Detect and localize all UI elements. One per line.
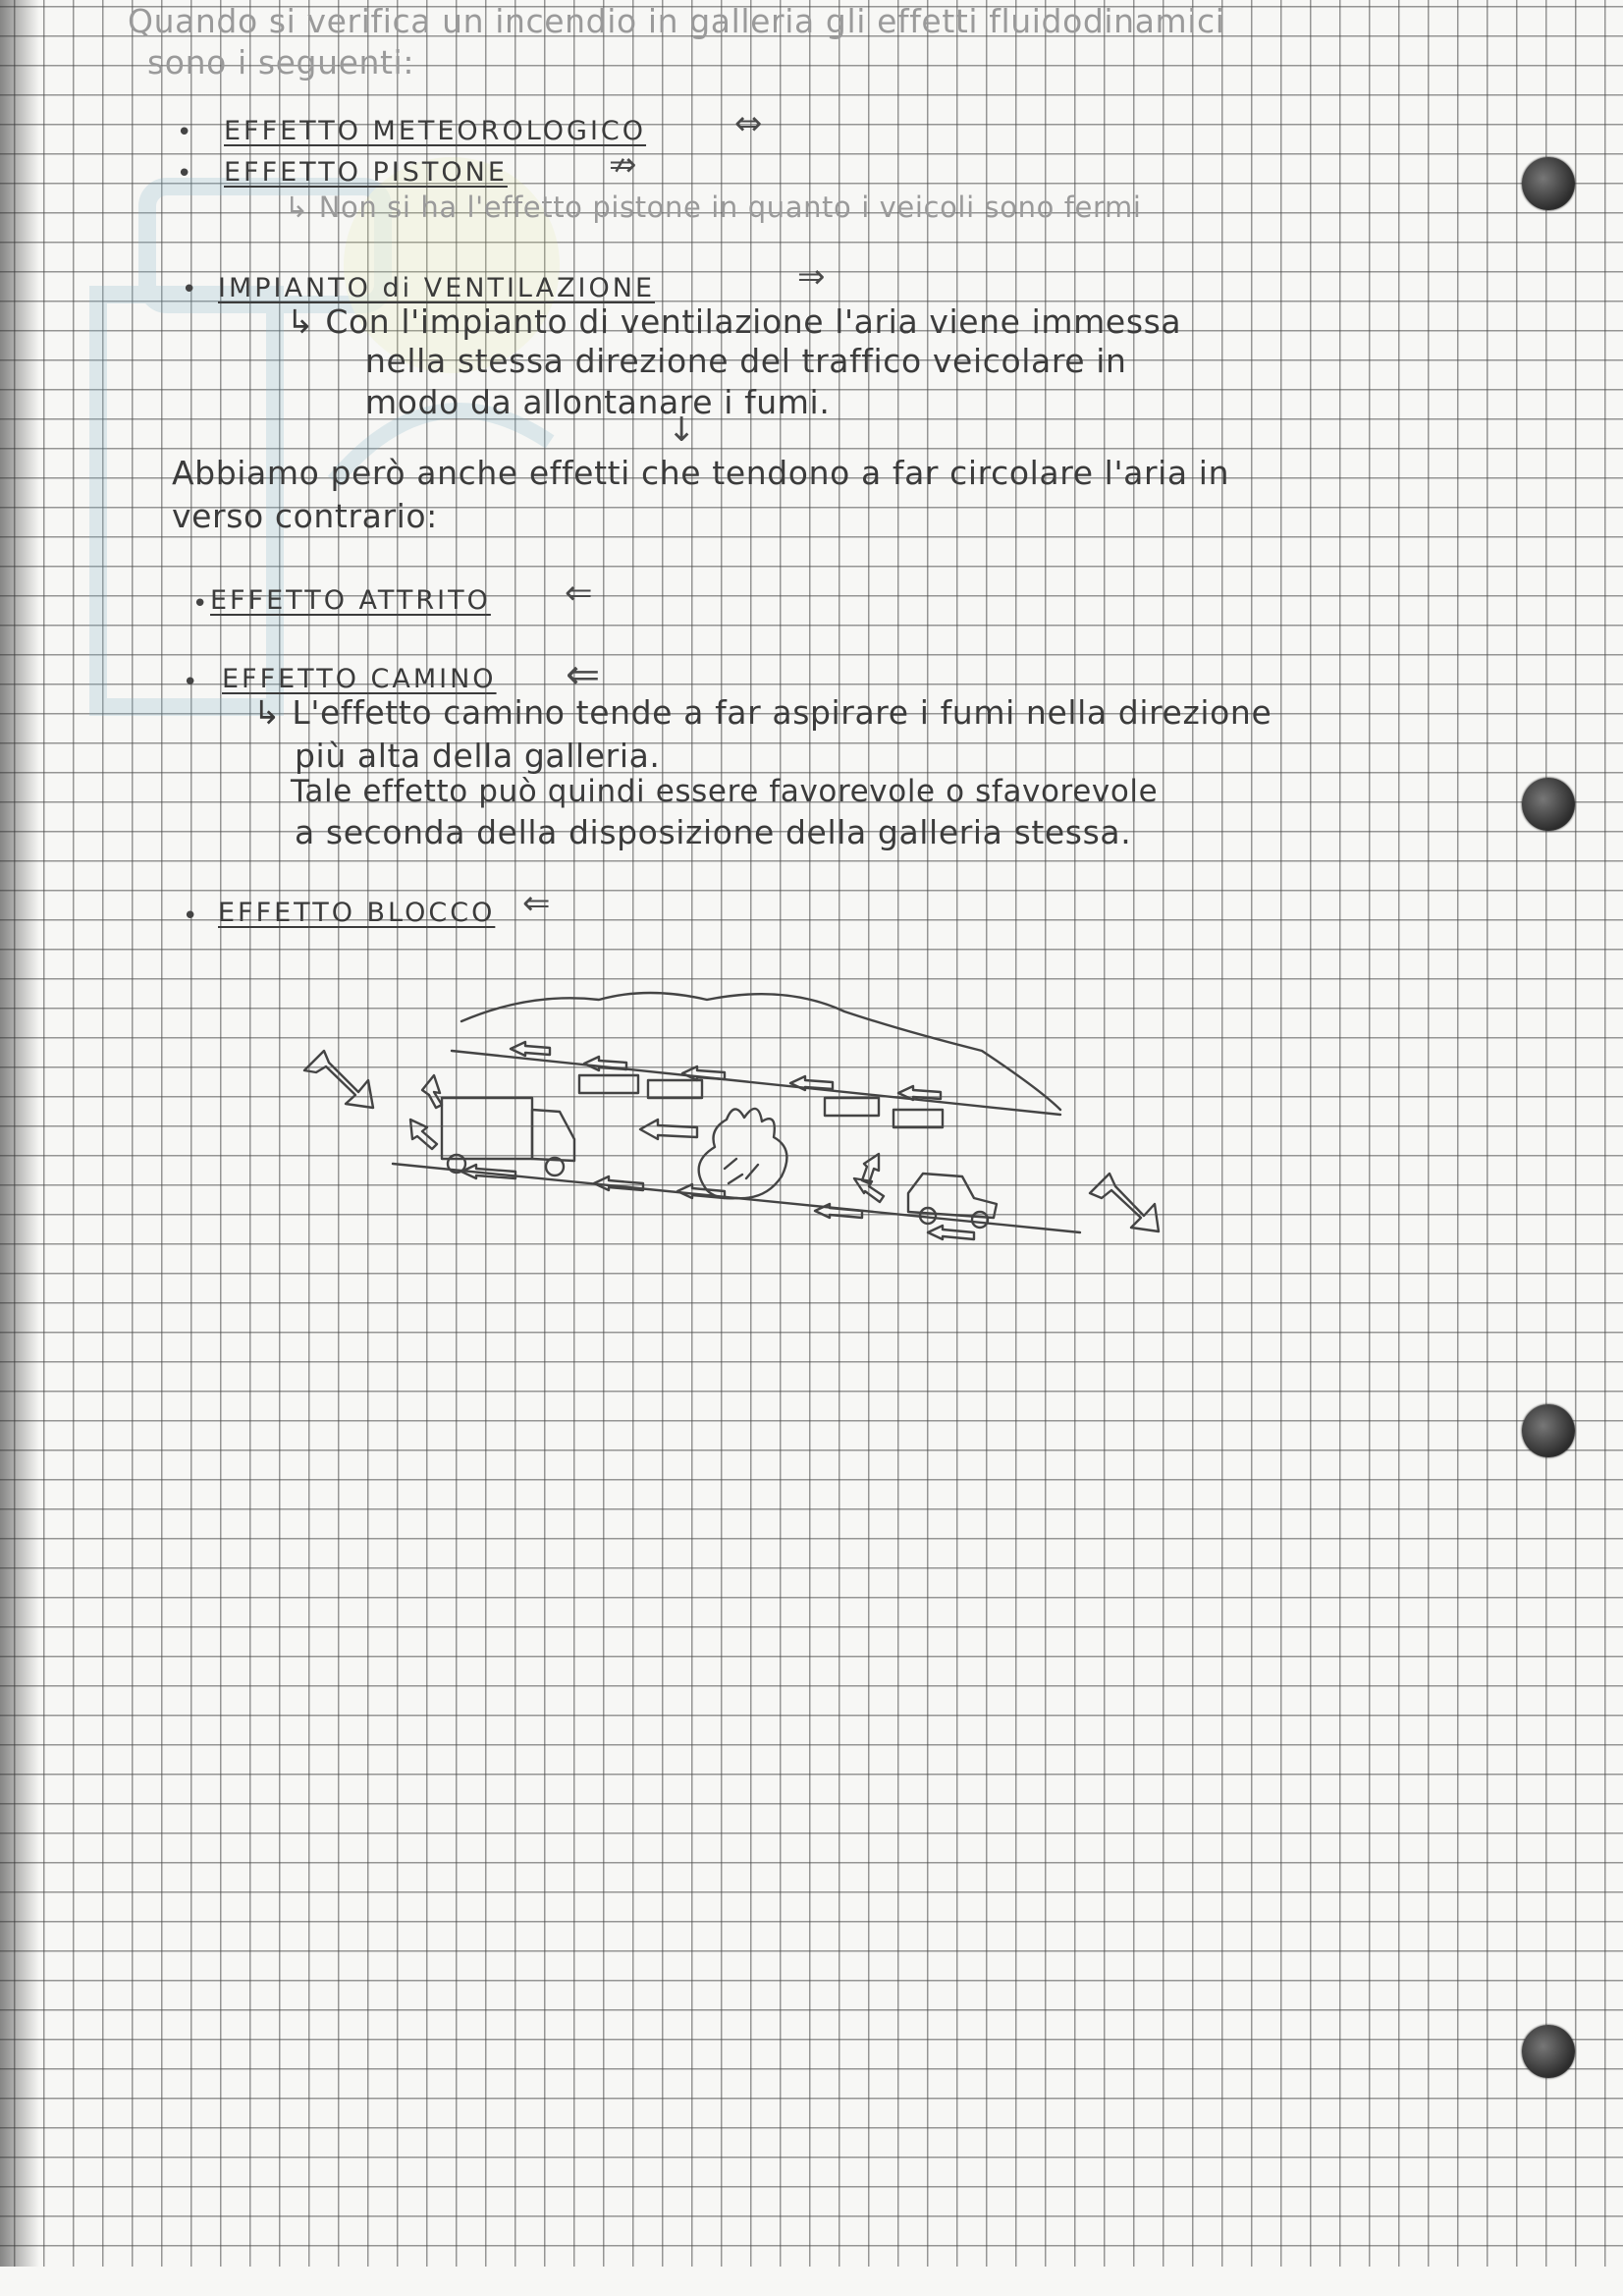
flow-arrow-icon: [410, 1120, 437, 1149]
bullet: •: [192, 589, 208, 619]
double-arrow-icon: ⇔: [734, 104, 763, 143]
item-camino-note-4: a seconda della disposizione della galleria stessa.: [295, 813, 1132, 851]
bullet: •: [183, 902, 198, 931]
punch-hole: [1522, 1404, 1575, 1457]
item-ventilazione-note-1: ↳ Con l'impianto di ventilazione l'aria viene immessa: [287, 302, 1182, 341]
truck-icon: [442, 1098, 574, 1175]
left-arrow-icon: ⇐: [565, 574, 593, 613]
left-arrow-icon: ⇐: [566, 650, 601, 698]
intro-line-2: sono i seguenti:: [147, 43, 415, 82]
tunnel-fire-sketch: [275, 982, 1178, 1306]
item-meteo-label: EFFETTO METEOROLOGICO: [224, 116, 647, 146]
outflow-arrow-icon: [1090, 1174, 1159, 1231]
right-arrow-icon: ⇒: [797, 257, 826, 297]
flow-arrow-icon: [862, 1154, 879, 1183]
page-bottom-margin: [0, 2267, 1623, 2296]
intro-line-1: Quando si verifica un incendio in galleria gli effetti fluidodinamici: [128, 2, 1225, 40]
punch-hole: [1522, 157, 1575, 210]
punch-hole: [1522, 778, 1575, 831]
flow-arrow-icon: [640, 1120, 697, 1139]
item-pistone-note: ↳ Non si ha l'effetto pistone in quanto i veicoli sono fermi: [285, 191, 1142, 224]
flow-arrow-icon: [422, 1075, 442, 1108]
flow-arrow-icon: [854, 1178, 884, 1202]
down-arrow-icon: ↓: [668, 410, 696, 450]
contrario-line-2: verso contrario:: [172, 497, 438, 535]
bullet: •: [177, 159, 192, 189]
punch-hole: [1522, 2025, 1575, 2078]
item-ventilazione-note-2: nella stessa direzione del traffico veicolare in: [365, 342, 1127, 380]
crossed-arrow-icon: ⇏: [609, 145, 637, 185]
flow-arrow-icon: [682, 1066, 725, 1080]
contrario-line-1: Abbiamo però anche effetti che tendono a far circolare l'aria in: [172, 454, 1230, 492]
item-camino-note-2: più alta della galleria.: [295, 737, 661, 775]
item-camino-label: EFFETTO CAMINO: [222, 664, 497, 694]
flow-arrow-icon: [511, 1042, 550, 1056]
item-camino-note-1: ↳ L'effetto camino tende a far aspirare i fumi nella direzione: [253, 693, 1272, 732]
outflow-arrow-icon: [304, 1051, 373, 1108]
bullet: •: [182, 275, 197, 304]
bullet: •: [177, 118, 192, 147]
fire-icon: [699, 1109, 787, 1198]
left-arrow-icon: ⇐: [522, 884, 551, 923]
flow-arrow-icon: [928, 1226, 974, 1239]
flow-arrow-icon: [584, 1057, 626, 1070]
item-attrito-label: EFFETTO ATTRITO: [210, 585, 491, 616]
item-blocco-label: EFFETTO BLOCCO: [218, 898, 496, 928]
scan-edge-shadow: [0, 0, 39, 2296]
item-camino-note-3: Tale effetto può quindi essere favorevole o sfavorevole: [291, 774, 1159, 809]
item-ventilazione-label: IMPIANTO di VENTILAZIONE: [218, 273, 656, 303]
bullet: •: [183, 668, 198, 697]
item-ventilazione-note-3: modo da allontanare i fumi.: [365, 383, 831, 421]
item-pistone-label: EFFETTO PISTONE: [224, 157, 508, 188]
